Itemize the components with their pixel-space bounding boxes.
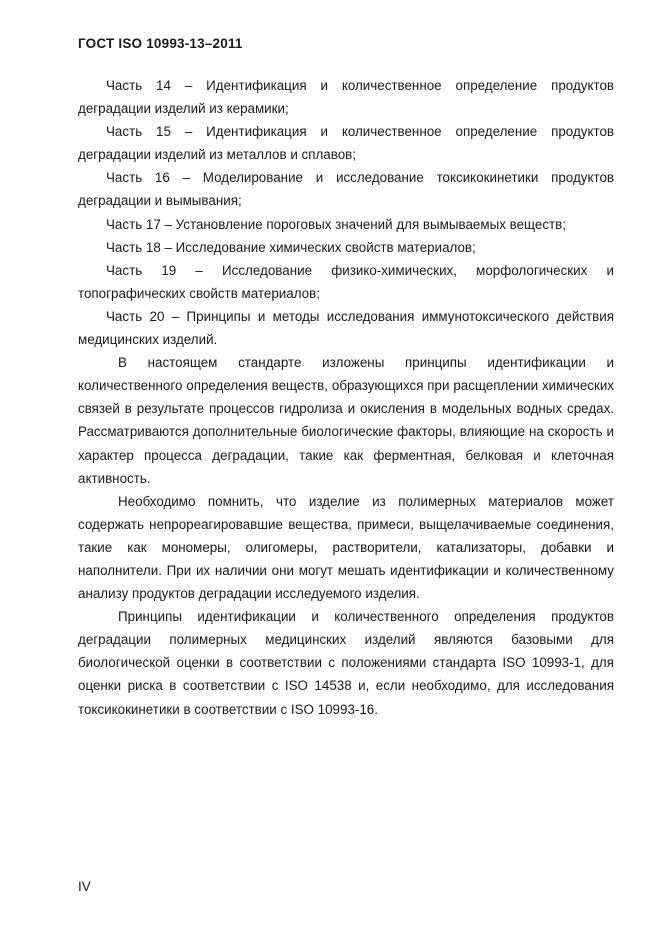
body-paragraph-principles: Принципы идентификации и количественного определения продуктов деградации полимерных медицинских изделий являются базовыми для биологической оценки в соответствии с положениями стандарта ISO 10993-1, для оценки риска в соответствии с ISO 14538 и, если необходимо, для исследования токсикокинетики в соответствии с ISO 10993-16.	[78, 609, 614, 717]
list-item-part-16: Часть 16 – Моделирование и исследование токсикокинетики продуктов деградации и вымывания;	[78, 170, 614, 209]
list-item-part-18: Часть 18 – Исследование химических свойств материалов;	[106, 239, 476, 255]
list-item-part-14: Часть 14 – Идентификация и количественное определение продуктов деградации изделий из керамики;	[78, 78, 614, 117]
page-number: IV	[78, 879, 91, 894]
list-item-part-17: Часть 17 – Установление пороговых значений для вымываемых веществ;	[106, 216, 566, 232]
list-item-part-19: Часть 19 – Исследование физико-химических, морфологических и топографических свойств материалов;	[78, 262, 614, 301]
body-paragraph-scope: В настоящем стандарте изложены принципы идентификации и количественного определения веществ, образующихся при расщеплении химических связей в результате процессов гидролиза и окисления в модельных водных средах. Рассматриваются дополнительные биологические факторы, влияющие на скорость и характер процесса деградации, такие как ферментная, белковая и клеточная активность.	[78, 355, 614, 486]
document-body	[78, 74, 614, 721]
body-paragraph-polymers: Необходимо помнить, что изделие из полимерных материалов может содержать непрореагировавшие вещества, примеси, выщелачиваемые соединения, такие как мономеры, олигомеры, растворители, катализаторы, добавки и наполнители. При их наличии они могут мешать идентификации и количественному анализу продуктов деградации исследуемого изделия.	[78, 493, 614, 602]
list-item-part-20: Часть 20 – Принципы и методы исследования иммунотоксического действия медицинских изделий.	[78, 308, 614, 348]
list-item-part-15: Часть 15 – Идентификация и количественное определение продуктов деградации изделий из металлов и сплавов;	[78, 124, 614, 163]
document-header: ГОСТ ISO 10993-13–2011	[78, 36, 243, 51]
